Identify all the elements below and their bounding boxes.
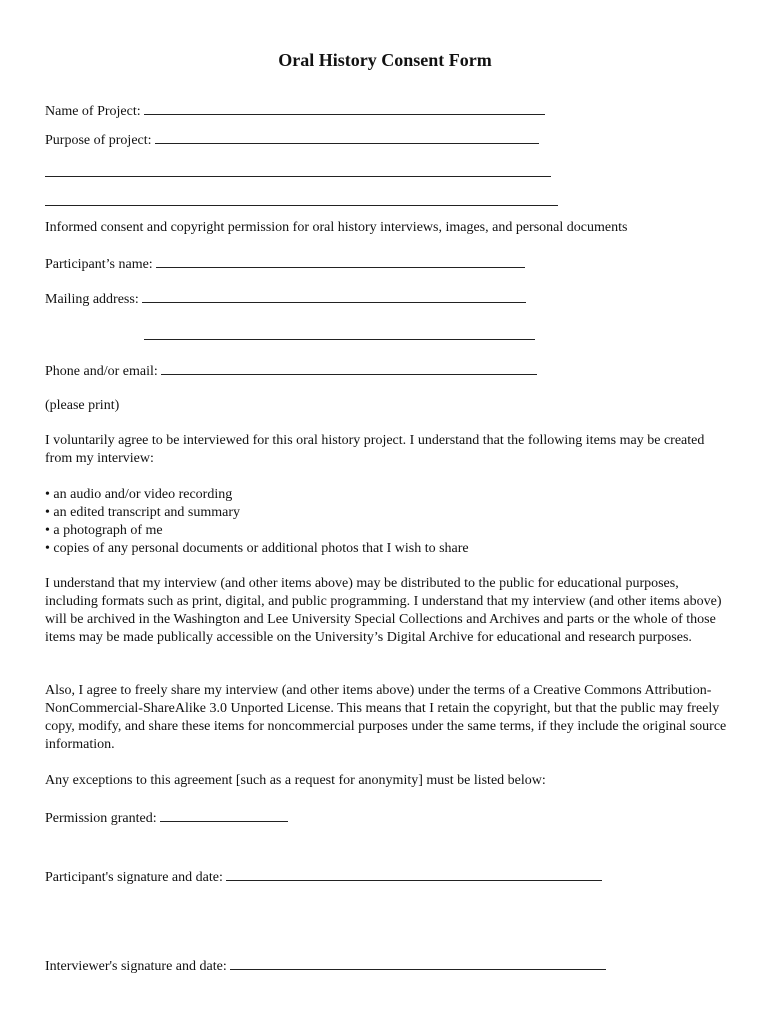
list-item: • an edited transcript and summary bbox=[45, 505, 241, 520]
please-print-note: (please print) bbox=[45, 398, 120, 413]
participant-name-field[interactable] bbox=[156, 254, 525, 268]
project-name-field[interactable] bbox=[144, 101, 545, 115]
intro-text: Informed consent and copyright permission for oral history interviews, images, and personal documents bbox=[45, 220, 628, 235]
project-purpose-label: Purpose of project: bbox=[45, 133, 152, 148]
mailing-address-label: Mailing address: bbox=[45, 292, 139, 307]
phone-email-row bbox=[45, 361, 537, 381]
exceptions-note: Any exceptions to this agreement [such as a request for anonymity] must be listed below: bbox=[45, 773, 546, 788]
mailing-address-field[interactable] bbox=[142, 289, 526, 303]
permission-label: Permission granted: bbox=[45, 811, 157, 826]
project-name-label: Name of Project: bbox=[45, 104, 141, 119]
participant-signature-label: Participant's signature and date: bbox=[45, 870, 223, 885]
participant-signature-field[interactable] bbox=[226, 867, 602, 881]
mailing-address-row-2 bbox=[144, 326, 535, 346]
project-name-row bbox=[45, 101, 545, 121]
list-item: • an audio and/or video recording bbox=[45, 487, 233, 502]
project-purpose-row bbox=[45, 130, 539, 150]
purpose-continuation-row-1 bbox=[45, 163, 551, 183]
permission-field[interactable] bbox=[160, 808, 288, 822]
participant-name-label: Participant’s name: bbox=[45, 257, 153, 272]
agreement-paragraph-1: I voluntarily agree to be interviewed for this oral history project. I understand that the following items may be created from my interview: bbox=[45, 433, 705, 466]
purpose-continuation-field-2[interactable] bbox=[45, 192, 558, 206]
list-item: • copies of any personal documents or additional photos that I wish to share bbox=[45, 541, 469, 556]
interviewer-signature-field[interactable] bbox=[230, 956, 606, 970]
interviewer-signature-row bbox=[45, 956, 606, 976]
mailing-address-field-2[interactable] bbox=[144, 326, 535, 340]
phone-email-field[interactable] bbox=[161, 361, 537, 375]
form-title: Oral History Consent Form bbox=[278, 50, 492, 70]
purpose-continuation-field-1[interactable] bbox=[45, 163, 551, 177]
permission-row bbox=[45, 808, 288, 828]
list-item: • a photograph of me bbox=[45, 523, 163, 538]
project-purpose-field[interactable] bbox=[155, 130, 539, 144]
phone-email-label: Phone and/or email: bbox=[45, 364, 158, 379]
participant-name-row bbox=[45, 254, 525, 274]
mailing-address-row bbox=[45, 289, 526, 309]
interviewer-signature-label: Interviewer's signature and date: bbox=[45, 959, 227, 974]
participant-signature-row bbox=[45, 867, 602, 887]
agreement-paragraph-2: I understand that my interview (and other items above) may be distributed to the public for educational purposes, including formats such as print, digital, and public programming. I understand that my interview (and other items above) will be archived in the Washington and Lee University Special Collections and Archives and parts or the whole of those items may be made publically accessible on the University’s Digital Archive for educational and research purposes. bbox=[45, 576, 722, 645]
created-items-list bbox=[45, 486, 735, 558]
agreement-paragraph-3: Also, I agree to freely share my interview (and other items above) under the terms of a Creative Commons Attribution-NonCommercial-ShareAlike 3.0 Unported License. This means that I retain the copyright, but that the public may freely copy, modify, and share these items for noncommercial purposes under the same terms, if they include the original source information. bbox=[45, 683, 727, 752]
purpose-continuation-row-2 bbox=[45, 192, 558, 212]
